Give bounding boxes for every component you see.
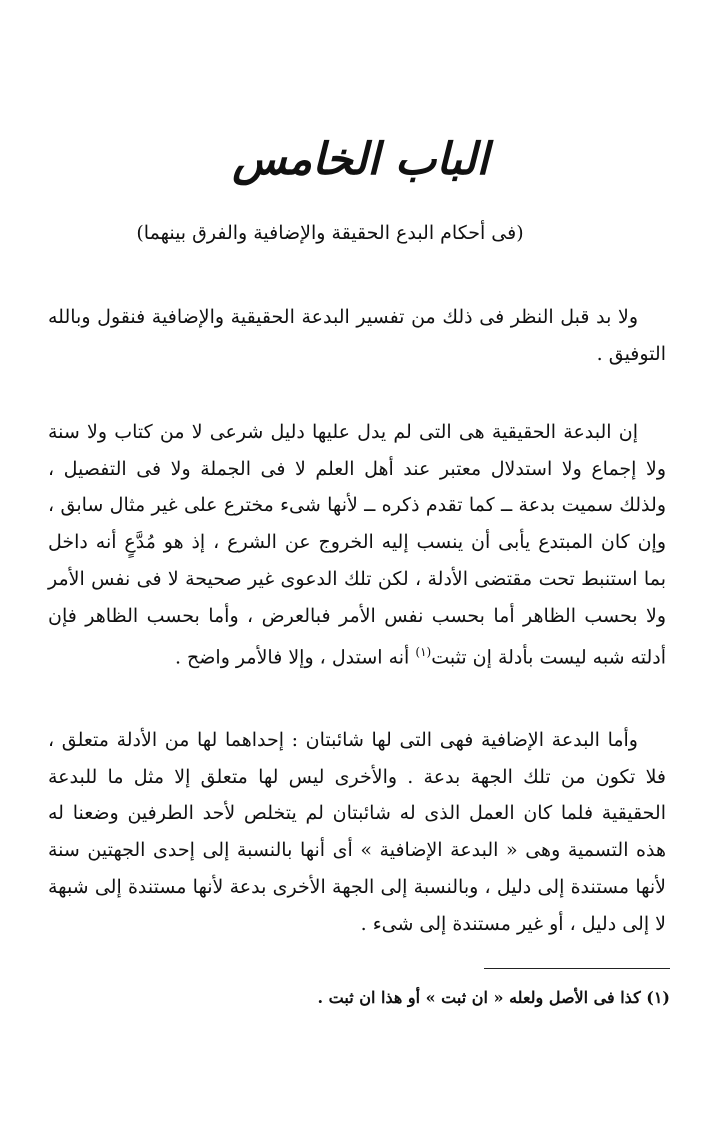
real-innovation-text-end: أنه استدل ، وإلا فالأمر واضح . [174,646,416,669]
real-innovation-paragraph [48,414,666,676]
additive-innovation-paragraph: وأما البدعة الإضافية فهى التى لها شائبتان : إحداهما لها من الأدلة متعلق ، فلا تكون من تلك الجهة بدعة . والأخرى ليس لها متعلق إلا مثل ما للبدعة الحقيقية فلما كان العمل الذى له شائبتان لم يتخلص لأحد الطرفين وضعنا له هذه التسمية وهى « البدعة الإضافية » أى أنها بالنسبة إلى إحدى الجهتين سنة لأنها مستندة إلى دليل ، وبالنسبة إلى الجهة الأخرى بدعة لأنها مستندة إلى شبهة لا إلى دليل ، أو غير مستندة إلى شىء . [48,729,666,935]
real-innovation-text: إن البدعة الحقيقية هى التى لم يدل عليها دليل شرعى لا من كتاب ولا سنة ولا إجماع ولا استدلال معتبر عند أهل العلم لا فى الجملة ولا فى التفصيل ، ولذلك سميت بدعة ــ كما تقدم ذكره ــ لأنها شىء مخترع على غير مثال سابق ، وإن كان المبتدع يأبى أن ينسب إليه الخروج عن الشرع ، إذ هو مُدَّعٍ أنه داخل بما استنبط تحت مقتضى الأدلة ، لكن تلك الدعوى غير صحيحة لا فى نفس الأمر ولا بحسب الظاهر أما بحسب نفس الأمر فبالعرض ، وأما بحسب الظاهر فإن أدلته شبه ليست بأدلة إن تثبت [48,421,666,669]
footnote: (١) كذا فى الأصل ولعله « ان ثبت » أو هذا ان ثبت . [317,988,670,1007]
footnote-marker: (١) [415,645,432,660]
footnote-divider [484,968,670,969]
intro-paragraph: ولا بد قبل النظر فى ذلك من تفسير البدعة الحقيقية والإضافية فنقول وبالله التوفيق . [48,306,666,365]
chapter-title: الباب الخامس [232,134,489,185]
chapter-subtitle: (فى أحكام البدع الحقيقة والإضافية والفرق بينهما) [136,222,524,244]
